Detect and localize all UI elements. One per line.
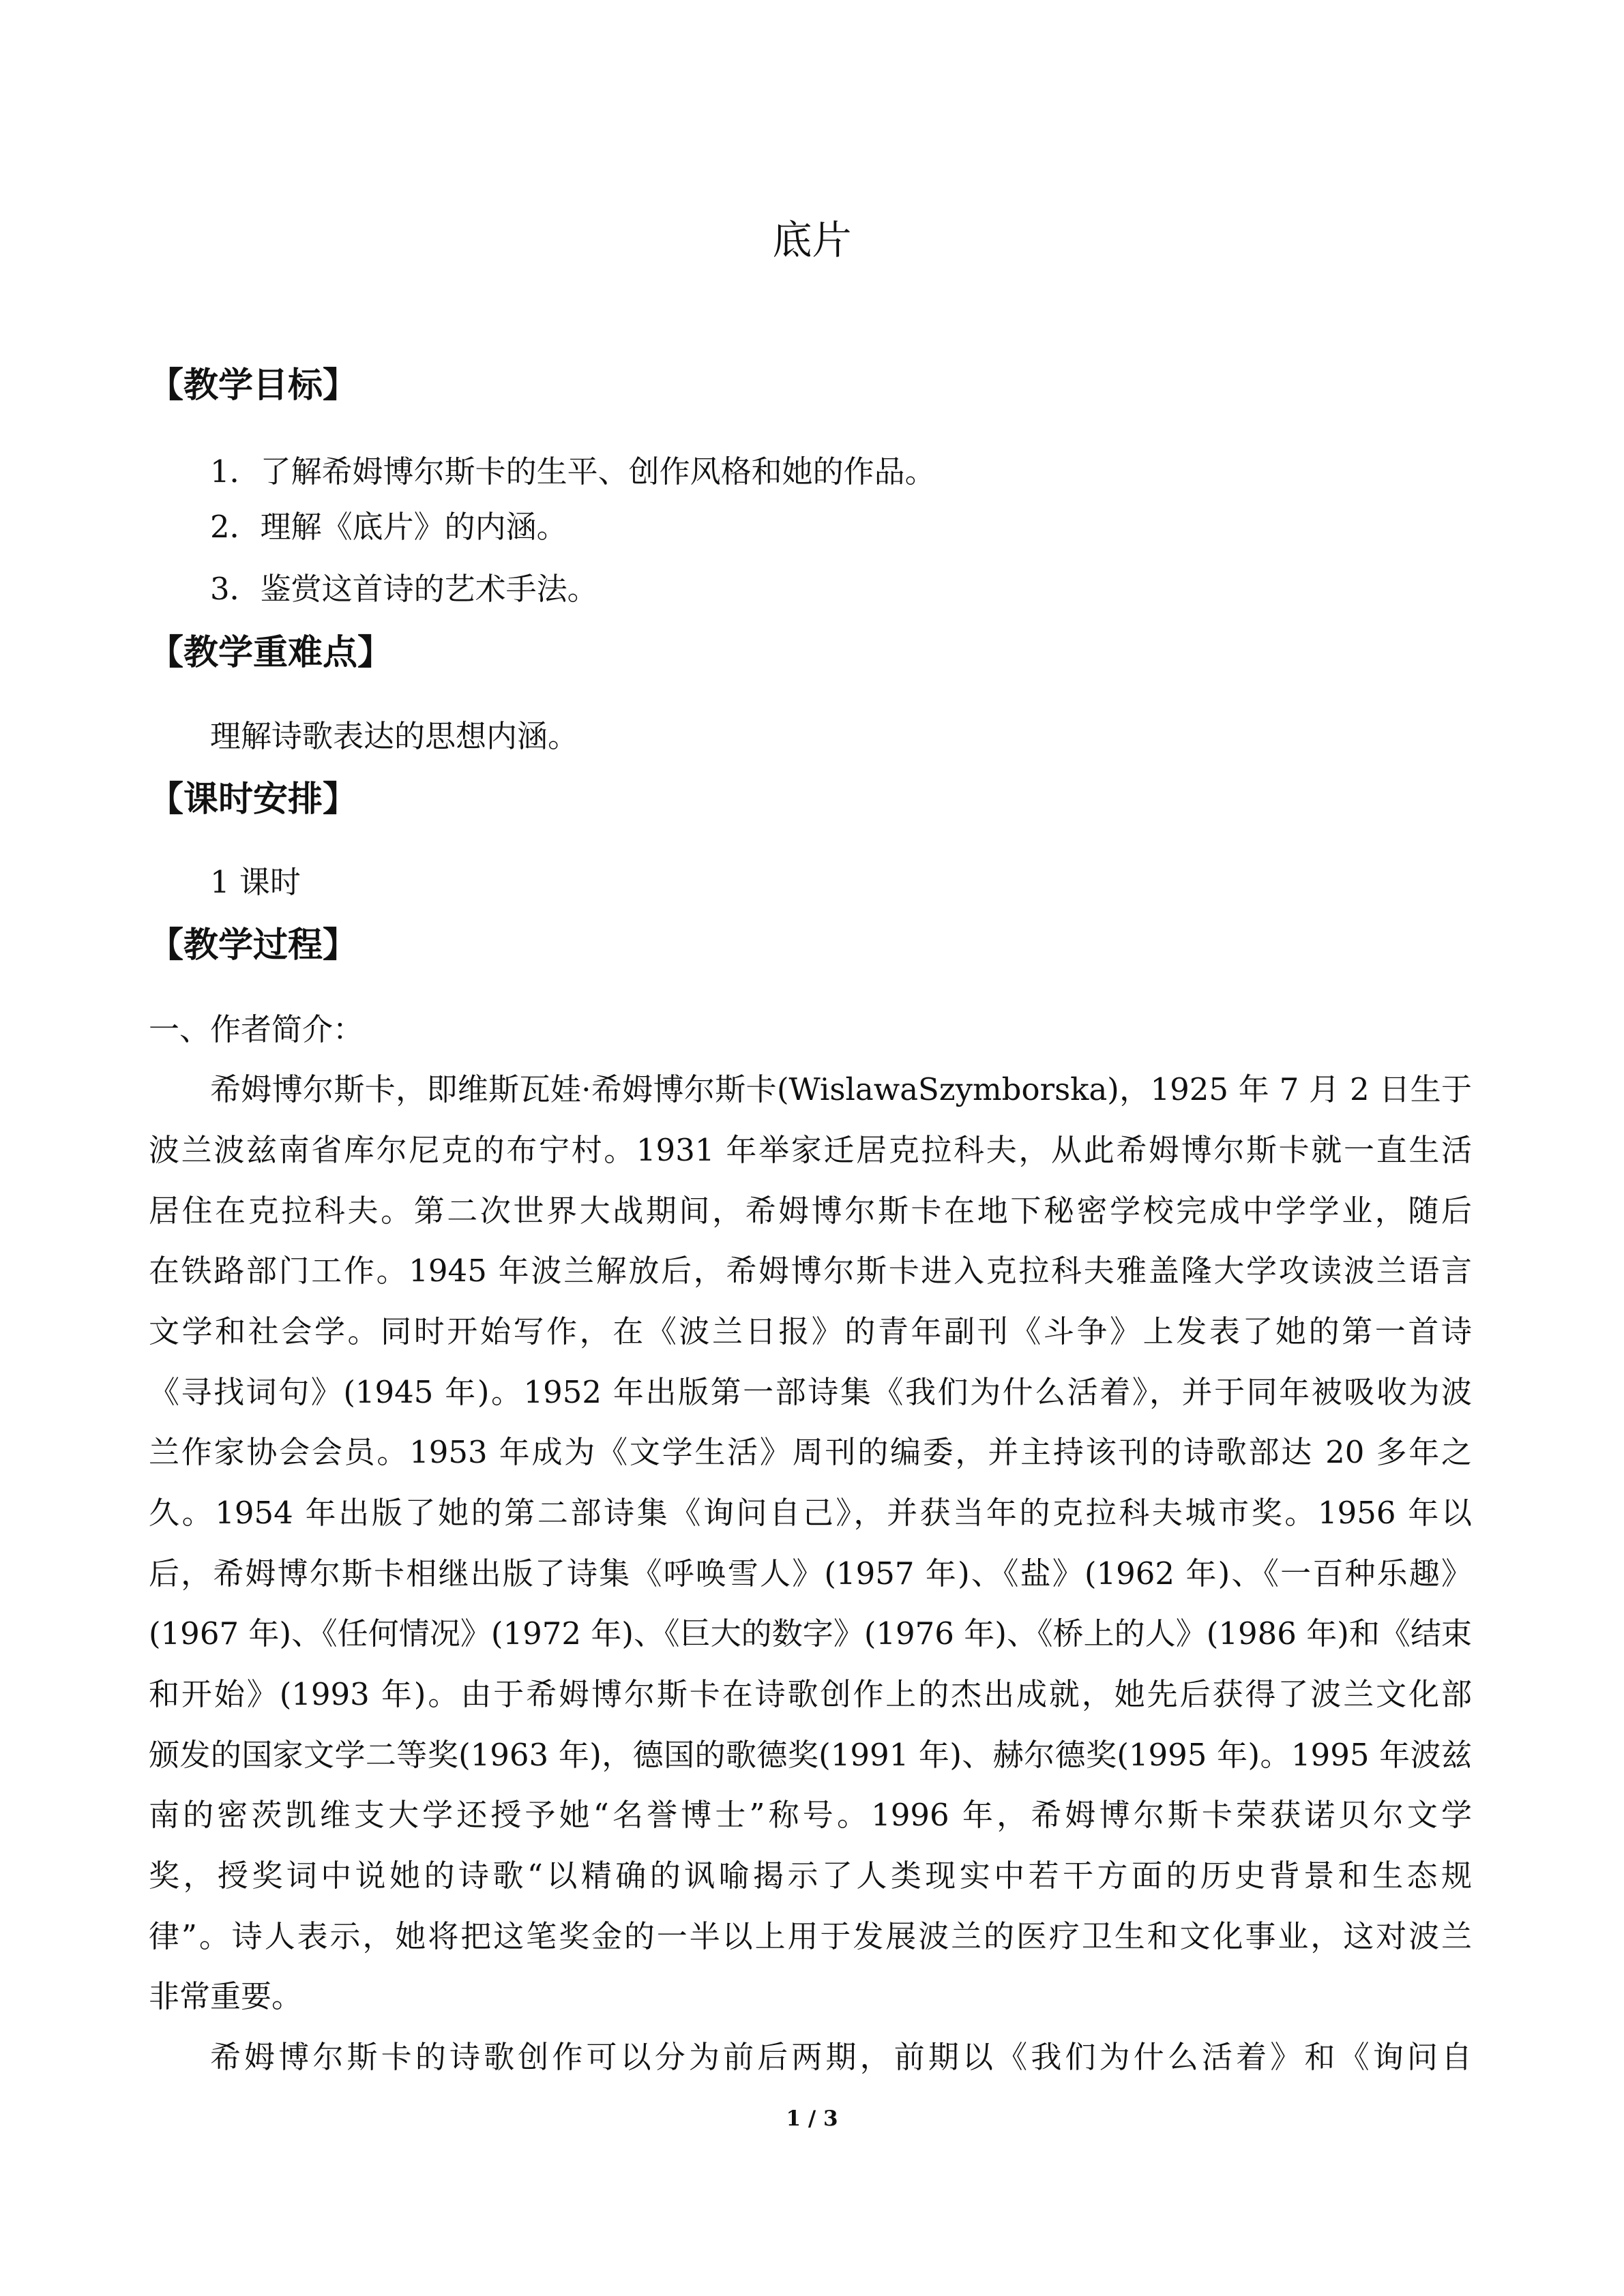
paragraph-line: 在铁路部门工作。1945 年波兰解放后，希姆博尔斯卡进入克拉科夫雅盖隆大学攻读波兰语言 — [149, 1253, 1472, 1289]
paragraph-line: 律”。诗人表示，她将把这笔奖金的一半以上用于发展波兰的医疗卫生和文化事业，这对波兰 — [149, 1918, 1472, 1954]
paragraph-line: 和开始》(1993 年)。由于希姆博尔斯卡在诗歌创作上的杰出成就，她先后获得了波兰文化部 — [149, 1676, 1472, 1712]
paragraph-line: 奖，授奖词中说她的诗歌“以精确的讽喻揭示了人类现实中若干方面的历史背景和生态规 — [149, 1858, 1472, 1894]
paragraph-line: 居住在克拉科夫。第二次世界大战期间，希姆博尔斯卡在地下秘密学校完成中学学业，随后 — [149, 1193, 1472, 1229]
paragraph-line: 非常重要。 — [149, 1978, 303, 2014]
paragraph-line: 《寻找词句》(1945 年)。1952 年出版第一部诗集《我们为什么活着》，并于同年被吸收为波 — [149, 1374, 1472, 1410]
paragraph-line: 希姆博尔斯卡的诗歌创作可以分为前后两期，前期以《我们为什么活着》和《询问自 — [210, 2039, 1472, 2075]
objective-item-3: 3．鉴赏这首诗的艺术手法。 — [210, 571, 598, 607]
paragraph-line: (1967 年)、《任何情况》(1972 年)、《巨大的数字》(1976 年)、《桥上的人》(1986 年)和《结束 — [149, 1615, 1472, 1652]
process-subheading: 一、作者简介： — [149, 1011, 364, 1047]
page-number: 1 / 3 — [786, 2106, 838, 2131]
objective-item-2: 2．理解《底片》的内涵。 — [210, 509, 567, 545]
paragraph-line: 久。1954 年出版了她的第二部诗集《询问自己》，并获当年的克拉科夫城市奖。1956 年以 — [149, 1495, 1472, 1531]
key-points-text: 理解诗歌表达的思想内涵。 — [210, 718, 579, 754]
paragraph-line: 希姆博尔斯卡，即维斯瓦娃·希姆博尔斯卡(WislawaSzymborska)，1925 年 7 月 2 日生于 — [210, 1071, 1472, 1107]
paragraph-line: 文学和社会学。同时开始写作，在《波兰日报》的青年副刊《斗争》上发表了她的第一首诗 — [149, 1313, 1472, 1350]
objective-item-1: 1．了解希姆博尔斯卡的生平、创作风格和她的作品。 — [210, 453, 936, 490]
heading-process: 【教学过程】 — [149, 925, 358, 966]
paragraph-line: 南的密茨凯维支大学还授予她“名誉博士”称号。1996 年，希姆博尔斯卡荣获诺贝尔文学 — [149, 1797, 1472, 1833]
heading-key-points: 【教学重难点】 — [149, 633, 393, 673]
heading-objectives: 【教学目标】 — [149, 366, 358, 406]
paragraph-line: 兰作家协会会员。1953 年成为《文学生活》周刊的编委，并主持该刊的诗歌部达 20 多年之 — [149, 1434, 1472, 1470]
paragraph-line: 颁发的国家文学二等奖(1963 年)，德国的歌德奖(1991 年)、赫尔德奖(1995 年)。1995 年波兹 — [149, 1737, 1472, 1773]
paragraph-line: 波兰波兹南省库尔尼克的布宁村。1931 年举家迁居克拉科夫，从此希姆博尔斯卡就一直生活 — [149, 1132, 1472, 1168]
schedule-text: 1 课时 — [210, 864, 301, 900]
paragraph-line: 后，希姆博尔斯卡相继出版了诗集《呼唤雪人》(1957 年)、《盐》(1962 年)、《一百种乐趣》 — [149, 1555, 1472, 1592]
document-title: 底片 — [772, 217, 852, 263]
heading-schedule: 【课时安排】 — [149, 779, 358, 820]
